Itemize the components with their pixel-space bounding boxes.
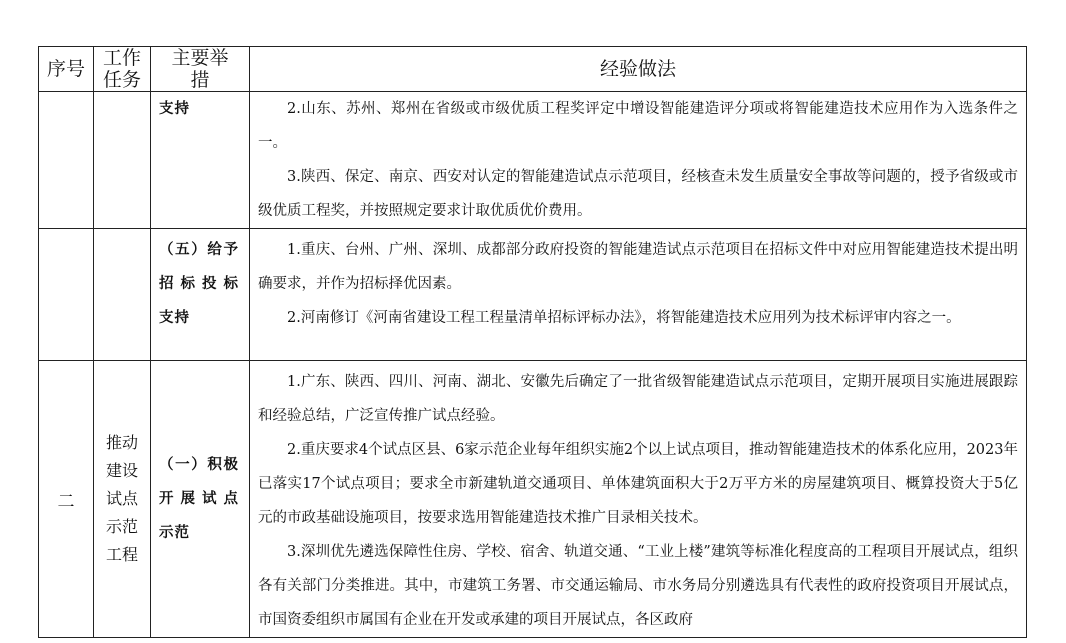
row-measure <box>151 92 250 229</box>
experience-paragraph: 1.重庆、台州、广州、深圳、成都部分政府投资的智能建造试点示范项目在招标文件中对应用智能建造技术提出明确要求，并作为招标择优因素。 <box>258 242 1018 292</box>
measure-line: （一）积极 <box>159 456 239 473</box>
experience-paragraph: 1.广东、陕西、四川、河南、湖北、安徽先后确定了一批省级智能建造试点示范项目，定期开展项目实施进展跟踪和经验总结，广泛宣传推广试点经验。 <box>258 374 1018 424</box>
row-task <box>94 361 151 638</box>
measure-line: 支持 <box>159 309 190 326</box>
header-measure <box>151 47 250 92</box>
row-no <box>39 229 94 361</box>
header-experience: 经验做法 <box>250 47 1027 92</box>
header-task-label: 工作任务 <box>102 47 141 91</box>
header-task <box>94 47 151 92</box>
row-measure <box>151 229 250 361</box>
row-experience <box>250 229 1027 361</box>
measure-line: 示范 <box>159 524 190 541</box>
experience-paragraph: 2.山东、苏州、郑州在省级或市级优质工程奖评定中增设智能建造评分项或将智能建造技术应用作为入选条件之一。 <box>258 101 1018 151</box>
row-measure <box>151 361 250 638</box>
experience-paragraph: 3.深圳优先遴选保障性住房、学校、宿舍、轨道交通、“工业上楼”建筑等标准化程度高的工程项目开展试点，组织各有关部门分类推进。其中，市建筑工务署、市交通运输局、市水务局分别遴选具有代表性的政府投资项目开展试点，市国资委组织市属国有企业在开发或承建的项目开展试点，各区政府 <box>258 544 1018 628</box>
table-row <box>39 229 1027 361</box>
measure-line: （五）给予 <box>159 241 239 258</box>
row-experience <box>250 92 1027 229</box>
header-no: 序号 <box>39 47 94 92</box>
measure-line: 开展试点 <box>159 490 239 507</box>
table-row <box>39 361 1027 638</box>
table-row <box>39 92 1027 229</box>
row-no <box>39 92 94 229</box>
experience-paragraph: 2.重庆要求4个试点区县、6家示范企业每年组织实施2个以上试点项目，推动智能建造技术的体系化应用，2023年已落实17个试点项目；要求全市新建轨道交通项目、单体建筑面积大于2万平方米的房屋建筑项目、概算投资大于5亿元的市政基础设施项目，按要求选用智能建造技术推广目录相关技术。 <box>258 442 1018 526</box>
header-row <box>39 47 1027 92</box>
header-measure-label: 主要举措 <box>171 47 229 91</box>
measure-line: 支持 <box>159 100 190 117</box>
experience-table <box>38 46 1027 638</box>
row-experience <box>250 361 1027 638</box>
row-task <box>94 229 151 361</box>
task-line: 示范 <box>105 517 138 536</box>
row-task <box>94 92 151 229</box>
row-no: 二 <box>39 361 94 638</box>
task-line: 试点 <box>105 489 138 508</box>
task-line: 推动 <box>105 433 138 452</box>
experience-paragraph: 3.陕西、保定、南京、西安对认定的智能建造试点示范项目，经核查未发生质量安全事故等问题的，授予省级或市级优质工程奖，并按照规定要求计取优质优价费用。 <box>258 169 1018 219</box>
task-line: 工程 <box>105 545 138 564</box>
measure-line: 招标投标 <box>159 275 239 292</box>
experience-paragraph: 2.河南修订《河南省建设工程工程量清单招标评标办法》，将智能建造技术应用列为技术标评审内容之一。 <box>287 310 961 326</box>
task-line: 建设 <box>105 461 138 480</box>
